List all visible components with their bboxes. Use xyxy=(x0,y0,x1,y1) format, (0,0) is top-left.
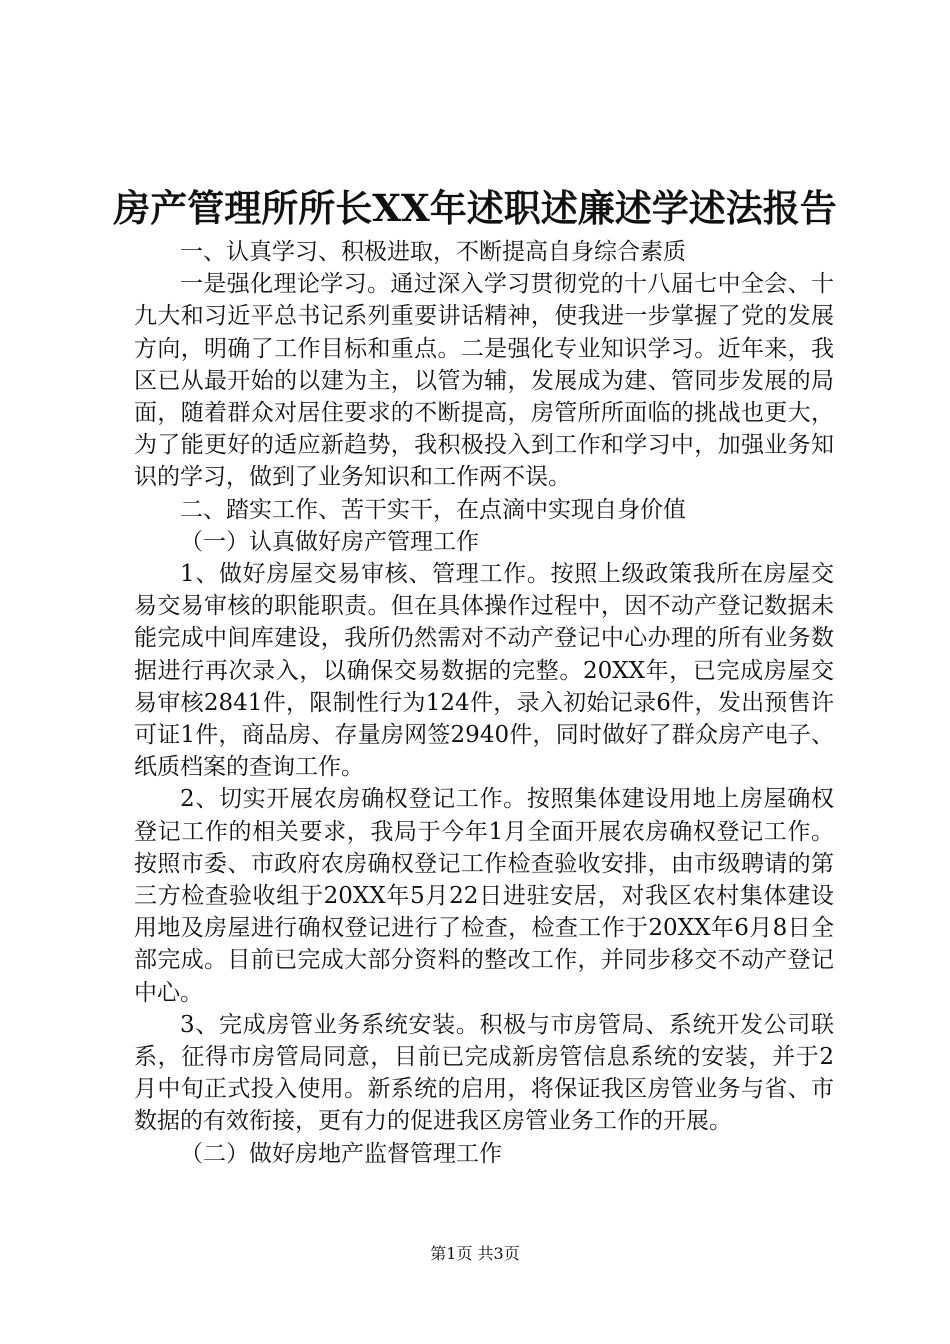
body-paragraph: 2、切实开展农房确权登记工作。按照集体建设用地上房屋确权登记工作的相关要求，我局于今年1月全面开展农房确权登记工作。按照市委、市政府农房确权登记工作检查验收安排，由市级聘请的第三方检查验收组于20XX年5月22日进驻安居，对我区农村集体建设用地及房屋进行确权登记进行了检查，检查工作于20XX年6月8日全部完成。目前已完成大部分资料的整改工作，并同步移交不动产登记中心。 xyxy=(134,786,834,1006)
page-footer: 第1页 共3页 xyxy=(430,1244,520,1263)
section-heading-2: 二、踏实工作、苦干实干，在点滴中实现自身价值 xyxy=(180,496,686,523)
document-body xyxy=(134,236,834,1170)
document-title: 房产管理所所长XX年述职述廉述学述法报告 xyxy=(113,186,837,230)
subsection-heading-2: （二）做好房地产监督管理工作 xyxy=(180,1140,502,1167)
subsection-heading-1: （一）认真做好房产管理工作 xyxy=(180,528,479,555)
body-paragraph: 一是强化理论学习。通过深入学习贯彻党的十八届七中全会、十九大和习近平总书记系列重要讲话精神，使我进一步掌握了党的发展方向，明确了工作目标和重点。二是强化专业知识学习。近年来，我区已从最开始的以建为主，以管为辅，发展成为建、管同步发展的局面，随着群众对居住要求的不断提高，房管所所面临的挑战也更大，为了能更好的适应新趋势，我积极投入到工作和学习中，加强业务知识的学习，做到了业务知识和工作两不误。 xyxy=(134,271,834,491)
body-paragraph: 3、完成房管业务系统安装。积极与市房管局、系统开发公司联系，征得市房管局同意，目前已完成新房管信息系统的安装，并于2月中旬正式投入使用。新系统的启用，将保证我区房管业务与省、市数据的有效衔接，更有力的促进我区房管业务工作的开展。 xyxy=(134,1011,834,1135)
body-paragraph: 1、做好房屋交易审核、管理工作。按照上级政策我所在房屋交易交易审核的职能职责。但在具体操作过程中，因不动产登记数据未能完成中间库建设，我所仍然需对不动产登记中心办理的所有业务数据进行再次录入，以确保交易数据的完整。20XX年，已完成房屋交易审核2841件，限制性行为124件，录入初始记录6件，发出预售许可证1件，商品房、存量房网签2940件，同时做好了群众房产电子、纸质档案的查询工作。 xyxy=(134,561,834,781)
section-heading-1: 一、认真学习、积极进取，不断提高自身综合素质 xyxy=(180,239,686,265)
